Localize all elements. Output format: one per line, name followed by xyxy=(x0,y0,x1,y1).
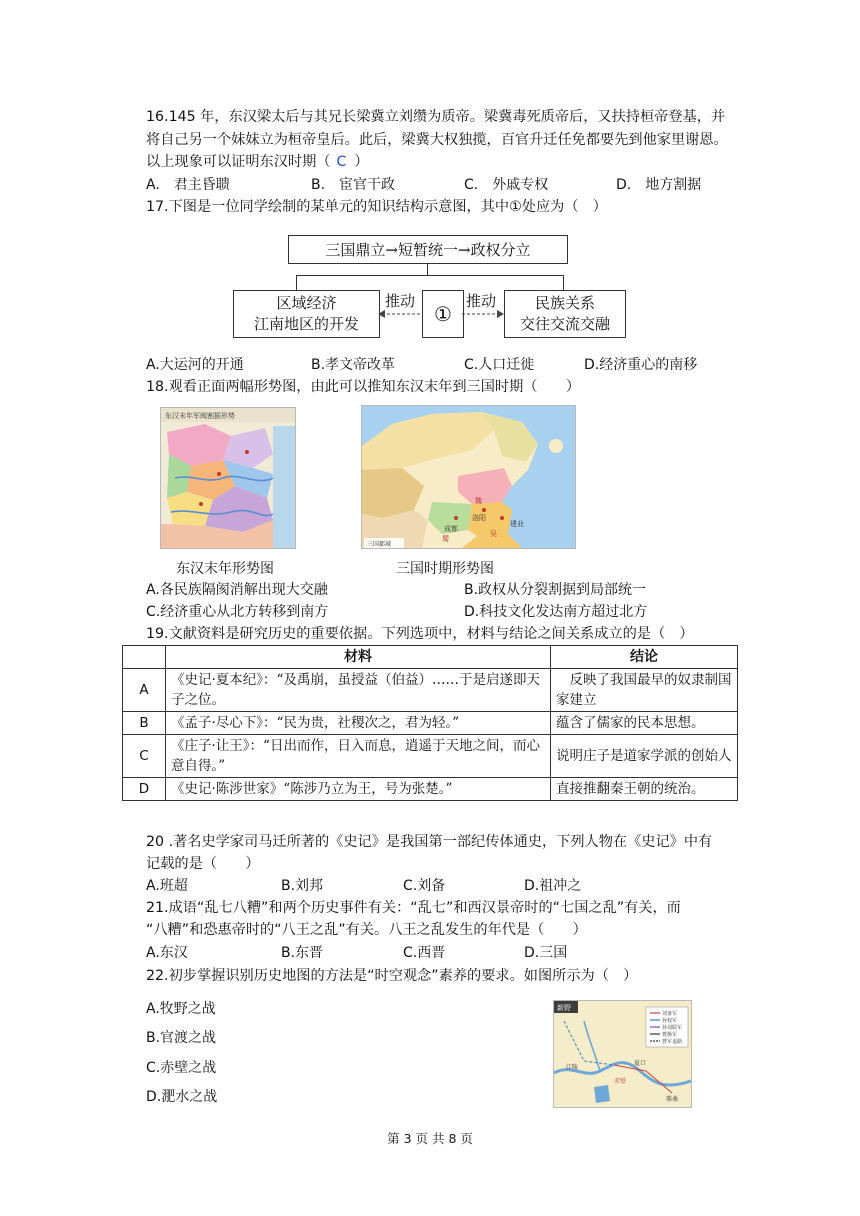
diagram-push-right-label: 推动 xyxy=(466,292,497,310)
map2-label-wu: 吴 xyxy=(490,530,497,538)
diagram-push-left-label: 推动 xyxy=(385,292,416,310)
q20-option-c[interactable]: C.刘备 xyxy=(403,878,446,894)
diagram-right-box xyxy=(504,290,626,338)
battle-map-label-chaisang: 柴桑 xyxy=(666,1096,679,1103)
q17-stem: 17.下图是一位同学绘制的某单元的知识结构示意图，其中①处应为（ ） xyxy=(146,199,607,215)
diagram-connector xyxy=(563,275,564,291)
right-arrow-head xyxy=(497,310,504,318)
row-conclusion: 直接推翻秦王朝的统治。 xyxy=(551,778,738,801)
row-key: A xyxy=(123,669,166,712)
map1-caption: 东汉末年形势图 xyxy=(176,561,274,577)
row-conclusion: 反映了我国最早的奴隶制国家建立 xyxy=(551,669,738,712)
q21-option-c[interactable]: C.西晋 xyxy=(403,945,446,961)
row-key: D xyxy=(123,778,166,801)
legend-item: 刘备军 xyxy=(662,1011,678,1017)
q16-answer: C xyxy=(336,154,347,170)
q22-option-b[interactable]: B.官渡之战 xyxy=(146,1030,217,1046)
row-material: 《庄子·让王》：“日出而作，日入而息，逍遥于天地之间，而心意自得。” xyxy=(166,735,551,778)
q16-line-3-suffix: ） xyxy=(354,154,369,170)
q16-option-a[interactable]: A. 君主昏聩 xyxy=(146,177,230,193)
battle-map-graphic xyxy=(554,1001,691,1107)
row-material: 《史记·夏本纪》：“及禹崩，虽授益（伯益）……于是启遂即天子之位。 xyxy=(166,669,551,712)
battle-map-label-jiangling: 江陵 xyxy=(566,1064,579,1071)
row-conclusion: 蕴含了儒家的民本思想。 xyxy=(551,712,738,735)
battle-map-label-xiakou: 夏口 xyxy=(634,1060,647,1067)
diagram-top-box: 三国鼎立→短暂统一→政权分立 xyxy=(288,235,568,264)
row-key: B xyxy=(123,712,166,735)
map2-label-luoyang: 洛阳 xyxy=(472,514,486,522)
eastern-han-map-graphic xyxy=(161,408,295,548)
row-material: 《孟子·尽心下》：“民为贵，社稷次之，君为轻。” xyxy=(166,712,551,735)
q21-option-a[interactable]: A.东汉 xyxy=(146,945,188,961)
q17-option-d[interactable]: D.经济重心的南移 xyxy=(584,357,698,373)
q16-option-b[interactable]: B. 宦官干政 xyxy=(311,177,396,193)
q21-option-b[interactable]: B.东晋 xyxy=(281,945,324,961)
legend-item: 孙刘联军 xyxy=(662,1025,683,1031)
q17-option-a[interactable]: A.大运河的开通 xyxy=(146,357,244,373)
three-kingdoms-map-graphic xyxy=(362,406,575,548)
map1-title: 东汉末年军阀割据形势 xyxy=(165,412,235,420)
diagram-right-line-2: 交往交流交融 xyxy=(519,315,610,333)
map2-caption: 三国时期形势图 xyxy=(396,561,494,577)
q20-option-b[interactable]: B.刘邦 xyxy=(281,878,324,894)
q22-option-c[interactable]: C.赤壁之战 xyxy=(146,1060,217,1076)
q17-option-b[interactable]: B.孝文帝改革 xyxy=(311,357,396,373)
three-kingdoms-map xyxy=(361,405,576,549)
table-header-key xyxy=(123,646,166,669)
q16-line-3-prefix: 以上现象可以证明东汉时期（ xyxy=(146,154,331,170)
q22-option-a[interactable]: A.牧野之战 xyxy=(146,1001,216,1017)
q16-line-3 xyxy=(146,152,369,172)
q19-table xyxy=(122,645,738,801)
q18-stem: 18.观看正面两幅形势图，由此可以推知东汉末年到三国时期（ ） xyxy=(146,379,581,395)
q20-line-1: 20 .著名史学家司马迁所著的《史记》是我国第一部纪传体通史，下列人物在《史记》中有 xyxy=(146,834,713,850)
q16-option-c[interactable]: C. 外戚专权 xyxy=(464,177,549,193)
battle-map-label-xinye: 新野 xyxy=(557,1004,571,1012)
map2-label-jianye: 建业 xyxy=(510,520,524,528)
map2-label-chengdu: 成都 xyxy=(444,525,458,533)
q16-line-1: 16.145 年，东汉梁太后与其兄长梁冀立刘缵为质帝。梁冀毒死质帝后，又扶持桓帝登基，并 xyxy=(146,109,726,125)
q18-option-c[interactable]: C.经济重心从北方转移到南方 xyxy=(146,604,329,620)
q17-option-c[interactable]: C.人口迁徙 xyxy=(464,357,535,373)
table-header-conclusion: 结论 xyxy=(551,646,738,669)
q20-line-2: 记载的是（ ） xyxy=(146,856,260,872)
diagram-connector xyxy=(296,275,297,291)
q16-line-2: 将自己另一个妹妹立为桓帝皇后。此后，梁冀大权独揽，百官升迁任免都要先到他家里谢恩。 xyxy=(146,132,728,148)
legend-item: 曹军退路 xyxy=(662,1039,683,1045)
q20-option-d[interactable]: D.祖冲之 xyxy=(524,878,582,894)
legend-item: 孙权军 xyxy=(662,1018,678,1024)
q21-line-1: 21.成语“乱七八糟”和两个历史事件有关：“乱七”和西汉景帝时的“七国之乱”有关，而 xyxy=(146,900,681,916)
diagram-right-line-1: 民族关系 xyxy=(534,294,595,312)
left-arrow-head xyxy=(378,310,385,318)
table-header-row xyxy=(123,646,738,669)
q18-option-b[interactable]: B.政权从分裂割据到局部统一 xyxy=(464,582,647,598)
q19-stem: 19.文献资料是研究历史的重要依据。下列选项中，材料与结论之间关系成立的是（ ） xyxy=(146,626,694,642)
battle-map xyxy=(553,1000,692,1108)
table-row xyxy=(123,778,738,801)
diagram-center-box: ① xyxy=(422,290,464,338)
diagram-connector xyxy=(427,263,428,275)
eastern-han-map xyxy=(160,407,296,549)
table-header-material: 材料 xyxy=(166,646,551,669)
diagram-left-box xyxy=(233,290,380,338)
diagram-left-line-2: 江南地区的开发 xyxy=(253,315,359,333)
battle-map-label-chibi: 赤壁 xyxy=(614,1078,627,1085)
q18-option-d[interactable]: D.科技文化发达南方超过北方 xyxy=(464,604,648,620)
diagram-arrows xyxy=(378,306,504,320)
q16-option-d[interactable]: D. 地方割据 xyxy=(616,177,702,193)
q21-option-d[interactable]: D.三国 xyxy=(524,945,568,961)
diagram-connector xyxy=(296,275,564,276)
row-conclusion: 说明庄子是道家学派的创始人 xyxy=(551,735,738,778)
map2-label-shu: 蜀 xyxy=(442,535,449,543)
table-row xyxy=(123,735,738,778)
row-material: 《史记·陈涉世家》“陈涉乃立为王，号为张楚。” xyxy=(166,778,551,801)
q18-option-a[interactable]: A.各民族隔阂消解出现大交融 xyxy=(146,582,328,598)
diagram-left-line-1: 区域经济 xyxy=(276,294,337,312)
map2-legend: 三国都城 xyxy=(367,541,392,548)
row-key: C xyxy=(123,735,166,778)
q22-stem: 22.初步掌握识别历史地图的方法是“时空观念”素养的要求。如图所示为（ ） xyxy=(146,968,638,984)
q20-option-a[interactable]: A.班超 xyxy=(146,878,188,894)
q22-option-d[interactable]: D.淝水之战 xyxy=(146,1089,218,1105)
q21-line-2: “八糟”和恐惠帝时的“八王之乱”有关。八王之乱发生的年代是（ ） xyxy=(146,922,587,938)
table-row xyxy=(123,712,738,735)
page-footer: 第 3 页 共 8 页 xyxy=(387,1131,473,1146)
table-row xyxy=(123,669,738,712)
legend-item: 曹操军 xyxy=(662,1032,678,1038)
map2-label-wei: 魏 xyxy=(475,497,482,505)
